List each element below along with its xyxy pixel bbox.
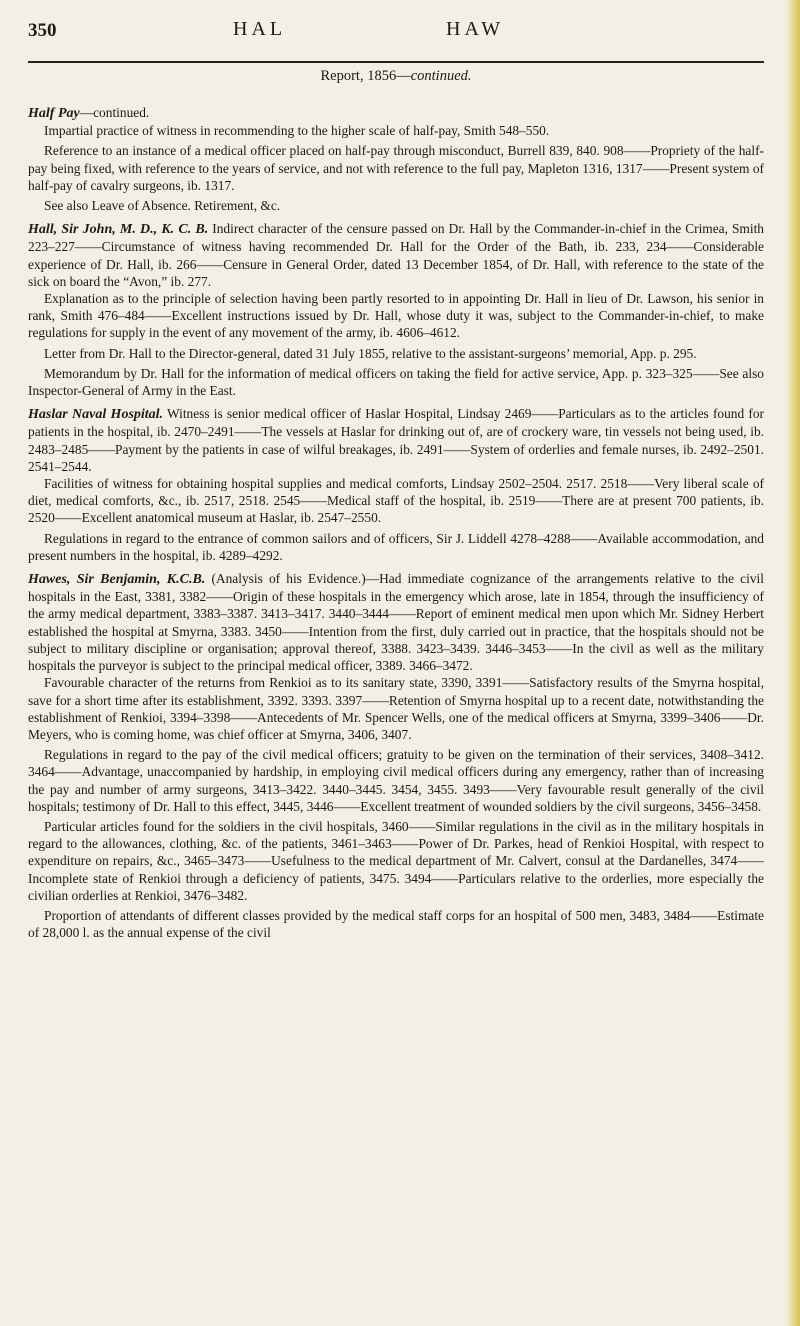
entry-paragraph: Particular articles found for the soldiers in the civil hospitals, 3460——Similar regulations in the civil as in the military hospitals in regard to the allowances, clothing, &c. of the patients, 3461–3463——Power of Dr. Parkes, head of Renkioi Hospital, with respect to expenditure on repairs, &c., 3465–3473——Usefulness to the medical department of Mr. Calvert, consul at the Dardanelles, 3474——Incomplete state of Renkioi through a deficiency of patients, 3475. 3494——Particulars relative to the orderlies, more especially the civilian orderlies at Renkioi, 3476–3482. [28, 818, 764, 903]
entry-paragraph: See also Leave of Absence. Retirement, &c. [44, 198, 281, 214]
index-body [28, 104, 764, 947]
entry-paragraph: Memorandum by Dr. Hall for the information of medical officers on taking the field for active service, App. p. 323–325——See also Inspector-General of Army in the East. [28, 365, 764, 399]
entry-intro: Witness is senior medical officer of Haslar Hospital, Lindsay 2469——Particulars as to the articles found for patients in the hospital, ib. 2470–2491——The vessels at Haslar for drinking out of, are of crockery ware, tin vessels not being used, ib. 2483–2485——Payment by the patients in case of wilful breakages, ib. 2491——System of orderlies and female nurses, ib. 2492–2501. 2541–2544. [28, 406, 764, 474]
entry-paragraph: Impartial practice of witness in recommending to the higher scale of half-pay, Smith 548–550. [44, 123, 550, 139]
entry-paragraph: Letter from Dr. Hall to the Director-general, dated 31 July 1855, relative to the assistant-surgeons’ memorial, App. p. 295. [44, 345, 697, 361]
entry-paragraph: Regulations in regard to the entrance of common sailors and of officers, Sir J. Liddell 4278–4288——Available accommodation, and present numbers in the hospital, ib. 4289–4292. [28, 530, 764, 563]
entry-hall-sir-john [28, 220, 764, 399]
page-edge [786, 0, 800, 1326]
entry-paragraph: Explanation as to the principle of selection having been partly resorted to in appointing Dr. Hall in lieu of Dr. Lawson, his senior in rank, Smith 476–484——Excellent instructions issued by Dr. Hall, whose duty it was, subject to the Commander-in-chief, to make regulations for supply in the event of any movement of the army, ib. 4606–4612. [28, 291, 764, 341]
running-head-right: HAW [446, 18, 505, 40]
entry-haslar-naval-hospital [28, 405, 764, 564]
running-head-left: HAL [233, 18, 287, 40]
entry-intro: (Analysis of his Evidence.)—Had immediate cognizance of the arrangements relative to the civil hospitals in the East, 3381, 3382——Origin of these hospitals in the emergency which arose, late in 1854, through the insufficiency of the army medical department, 3383–3387. 3413–3417. 3440–3444——Report of eminent medical men upon which Mr. Sidney Herbert established the hospital at Smyrna, 3383. 3450——Intention from the first, duly carried out in practice, that the hospitals should not be subject to military discipline or organisation; approval thereof, 3388. 3423–3439. 3446–3453——In the civil as well as the military hospitals the purveyor is subject to the principal medical officer, 3389. 3466–3472. [28, 571, 764, 674]
entry-paragraph: Reference to an instance of a medical officer placed on half-pay through misconduct, Burrell 839, 840. 908——Propriety of the half-pay being fixed, with reference to the years of service, and not with reference to the full pay, Mapleton 1316, 1317——Present system of half-pay of cavalry surgeons, ib. 1317. [28, 143, 764, 193]
entry-title: Half Pay [28, 106, 80, 121]
entry-paragraph: Regulations in regard to the pay of the civil medical officers; gratuity to be given on the termination of their services, 3408–3412. 3464——Advantage, unaccompanied by hardship, in employing civil medical officers during any emergency, rather than of increasing the pay and number of army surgeons, 3413–3422. 3440–3445. 3454, 3455. 3493——Very favourable result generally of the civil hospitals; testimony of Dr. Hall to this effect, 3445, 3446——Excellent treatment of wounded soldiers by the civil surgeons, 3456–3458. [28, 747, 764, 814]
entry-title: Hall, Sir John, M. D., K. C. B. [28, 222, 209, 238]
report-line [28, 68, 764, 85]
entry-half-pay [28, 104, 764, 214]
entry-title: Hawes, Sir Benjamin, K.C.B. [28, 572, 206, 588]
entry-intro: —continued. [79, 105, 150, 120]
entry-hawes-sir-benjamin [28, 570, 764, 941]
header-rule [28, 61, 764, 63]
entry-intro: Indirect character of the censure passed on Dr. Hall by the Commander-in-chief in the Crimea, Smith 223–227——Circumstance of witness having recommended Dr. Hall for the Order of the Bath, ib. 233, 234——Considerable experience of Dr. Hall, ib. 266——Censure in General Order, dated 13 December 1854, of Dr. Hall, with reference to the state of the sick on board the “Avon,” ib. 277. [28, 221, 764, 289]
entry-paragraph: Favourable character of the returns from Renkioi as to its sanitary state, 3390, 3391——Satisfactory results of the Smyrna hospital, save for a short time after its establishment, 3392. 3393. 3397——Retention of Smyrna hospital up to a recent date, notwithstanding the establishment of Renkioi, 3394–3398——Antecedents of Mr. Spencer Wells, one of the medical officers at Smyrna, 3399–3406——Dr. Meyers, who is coming home, was chief officer at Smyrna, 3406, 3407. [28, 675, 764, 742]
entry-title: Haslar Naval Hospital. [28, 407, 164, 423]
entry-paragraph: Facilities of witness for obtaining hospital supplies and medical comforts, Lindsay 2502–2504. 2517. 2518——Very liberal scale of diet, medical comforts, &c., ib. 2517, 2518. 2545——Medical staff of the hospital, ib. 2519——There are at present 700 patients, ib. 2520——Excellent anatomical museum at Haslar, ib. 2547–2550. [28, 476, 764, 526]
report-line-suffix: continued. [410, 68, 472, 84]
page-number: 350 [28, 20, 57, 41]
report-line-prefix: Report, 1856— [320, 68, 411, 84]
page-header [28, 10, 764, 50]
entry-paragraph: Proportion of attendants of different classes provided by the medical staff corps for an hospital of 500 men, 3483, 3484——Estimate of 28,000 l. as the annual expense of the civil [28, 907, 764, 941]
